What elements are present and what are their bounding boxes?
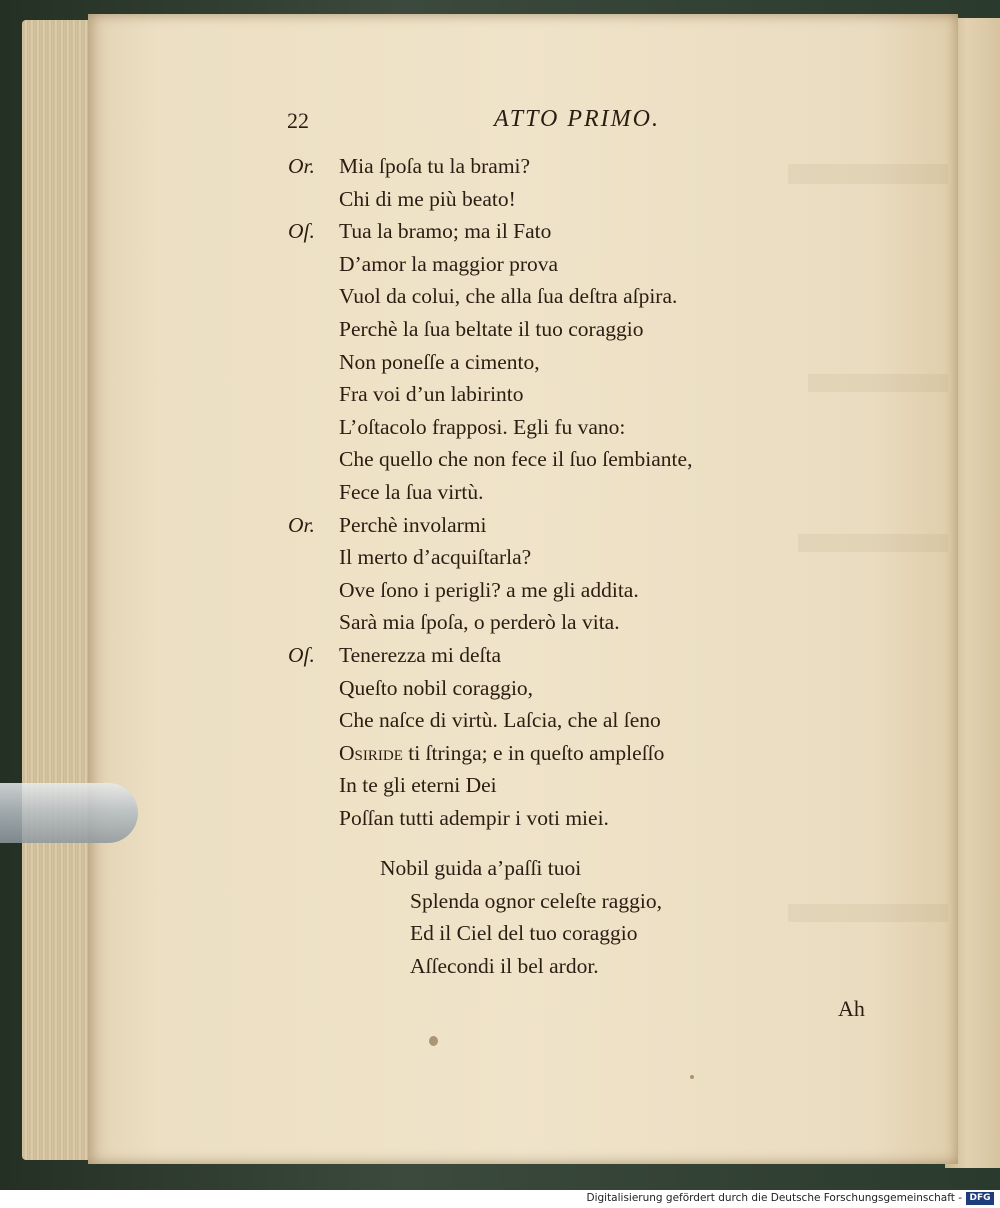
verse-line: Poſſan tutti adempir i voti miei. xyxy=(339,806,609,830)
aria-line: Splenda ognor celeſte raggio, xyxy=(410,888,662,913)
verse-line: Non poneſſe a cimento, xyxy=(339,349,540,374)
verse-line: Vuol da colui, che alla ſua deſtra aſpira. xyxy=(339,284,678,309)
verse-line: Tenerezza mi deſta xyxy=(339,643,502,667)
ink-spot xyxy=(429,1036,438,1046)
aria-line: Aſſecondi il bel ardor. xyxy=(410,953,599,978)
speaker-label: Oſ. xyxy=(288,219,315,244)
speaker-label: Or. xyxy=(288,512,315,537)
aria-line: Ed il Ciel del tuo coraggio xyxy=(410,921,638,946)
aria-line: Nobil guida a’paſſi tuoi xyxy=(380,856,582,880)
page-marker-tab xyxy=(0,783,138,843)
ink-spot xyxy=(690,1075,694,1079)
verse-line: Ove ſono i perigli? a me gli addita. xyxy=(339,577,639,602)
verse-line: Fece la ſua virtù. xyxy=(339,480,484,504)
verse-line: In te gli eterni Dei xyxy=(339,773,497,798)
verse-line: Il merto d’acquiſtarla? xyxy=(339,545,532,570)
verse-line: D’amor la maggior prova xyxy=(339,251,559,276)
page-number: 22 xyxy=(287,108,309,133)
verse-line: Queſto nobil coraggio, xyxy=(339,675,534,700)
verse-line: Che quello che non fece il ſuo ſembiante, xyxy=(339,447,693,472)
show-through xyxy=(788,164,948,184)
verse-line: Mia ſpoſa tu la brami? xyxy=(339,154,531,178)
speaker-label: Oſ. xyxy=(288,643,315,667)
verse-line: L’oſtacolo frapposi. Egli fu vano: xyxy=(339,414,626,439)
verse-line: Fra voi d’un labirinto xyxy=(339,382,524,407)
show-through xyxy=(808,374,948,392)
show-through xyxy=(788,904,948,922)
show-through xyxy=(798,534,948,552)
catchword: Ah xyxy=(838,996,865,1021)
speaker-label: Or. xyxy=(288,154,315,178)
verse-line: Tua la bramo; ma il Fato xyxy=(339,219,552,244)
verse-line: Sarà mia ſpoſa, o perderò la vita. xyxy=(339,610,620,635)
verse-line: Chi di me più beato! xyxy=(339,186,516,211)
verse-text: ti ſtringa; e in queſto ampleſſo xyxy=(402,740,665,765)
dfg-logo: DFG xyxy=(966,1192,994,1205)
footer-credit: Digitalisierung gefördert durch die Deutsche Forschungsgemeinschaft - xyxy=(586,1192,962,1204)
character-name: Osiride xyxy=(339,740,403,765)
running-title: ATTO PRIMO. xyxy=(494,106,660,132)
verse-line xyxy=(339,741,664,766)
verse-line: Perchè involarmi xyxy=(339,512,487,537)
verse-line: Che naſce di virtù. Laſcia, che al ſeno xyxy=(339,708,661,733)
verse-line: Perchè la ſua beltate il tuo coraggio xyxy=(339,317,644,341)
